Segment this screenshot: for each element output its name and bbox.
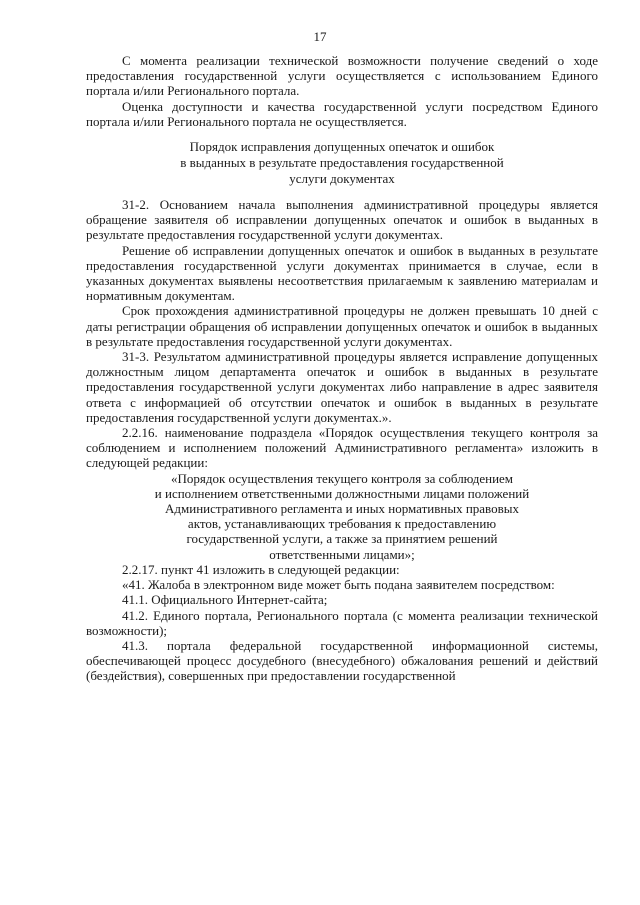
quoted-subsection-title [86,471,598,562]
section-heading-line: в выданных в результате предоставления государственной [180,155,504,171]
paragraph-41-3: 41.3. портала федеральной государственной информационной системы, обеспечивающей процесс досудебного (внесудебного) обжалования решений и действий (бездействия), совершенных при предоставлении государственной [86,637,598,684]
paragraph-41-1: 41.1. Официального Интернет-сайта; [122,592,328,608]
paragraph-41-2: 41.2. Единого портала, Регионального портала (с момента реализации технической возможности); [86,607,598,638]
paragraph-monitoring-info: С момента реализации технической возможности получение сведений о ходе предоставления государственной услуги осуществляется с использованием Единого портала и/или Регионального портала. [86,53,598,99]
paragraph-31-3: 31-3. Результатом административной процедуры является исправление допущенных должностным лицом департамента опечаток и ошибок в выданных в результате предоставления государственной услуги документах либо направление в адрес заявителя ответа с информацией об отсутствии опечаток и ошибок в выданных в результате предоставления государственной услуги документах.». [86,349,598,425]
paragraph-correction-decision: Решение об исправлении допущенных опечаток и ошибок в выданных в результате предоставления государственной услуги документах принимается в случае, если в указанных документах выявлены несоответствия прилагаемым к заявлению материалам и нормативным документам. [86,242,598,304]
quoted-title-line: и исполнением ответственными должностными лицами положений [154,485,530,501]
document-body [86,53,598,684]
section-heading [86,139,598,187]
paragraph-41: «41. Жалоба в электронном виде может быть подана заявителем посредством: [122,577,555,593]
paragraph-2-2-17: 2.2.17. пункт 41 изложить в следующей редакции: [122,561,400,577]
paragraph-procedure-term: Срок прохождения административной процедуры не должен превышать 10 дней с даты регистрации обращения об исправлении допущенных опечаток и ошибок в выданных в результате предоставления государственной услуги документах. [86,303,598,349]
paragraph-2-2-16: 2.2.16. наименование подраздела «Порядок осуществления текущего контроля за соблюдением и исполнением положений Административного регламента» изложить в следующей редакции: [86,425,598,471]
page-number: 17 [313,29,327,44]
section-heading-line: Порядок исправления допущенных опечаток и ошибок [189,139,495,155]
paragraph-31-2: 31-2. Основанием начала выполнения административной процедуры является обращение заявителя об исправлении допущенных опечаток и ошибок в выданных в результате предоставления государственной услуги документах. [86,197,598,243]
section-heading-line: услуги документах [289,171,395,187]
quoted-title-line: «Порядок осуществления текущего контроля за соблюдением [170,470,514,486]
quoted-title-line: Административного регламента и иных нормативных правовых [165,501,519,517]
quoted-title-line: государственной услуги, а также за принятием решений [186,531,498,547]
quoted-title-line: актов, устанавливающих требования к предоставлению [187,516,497,532]
quoted-title-line: ответственными лицами»; [269,546,415,562]
paragraph-quality-assessment: Оценка доступности и качества государственной услуги посредством Единого портала и/или Регионального портала не осуществляется. [86,98,598,129]
